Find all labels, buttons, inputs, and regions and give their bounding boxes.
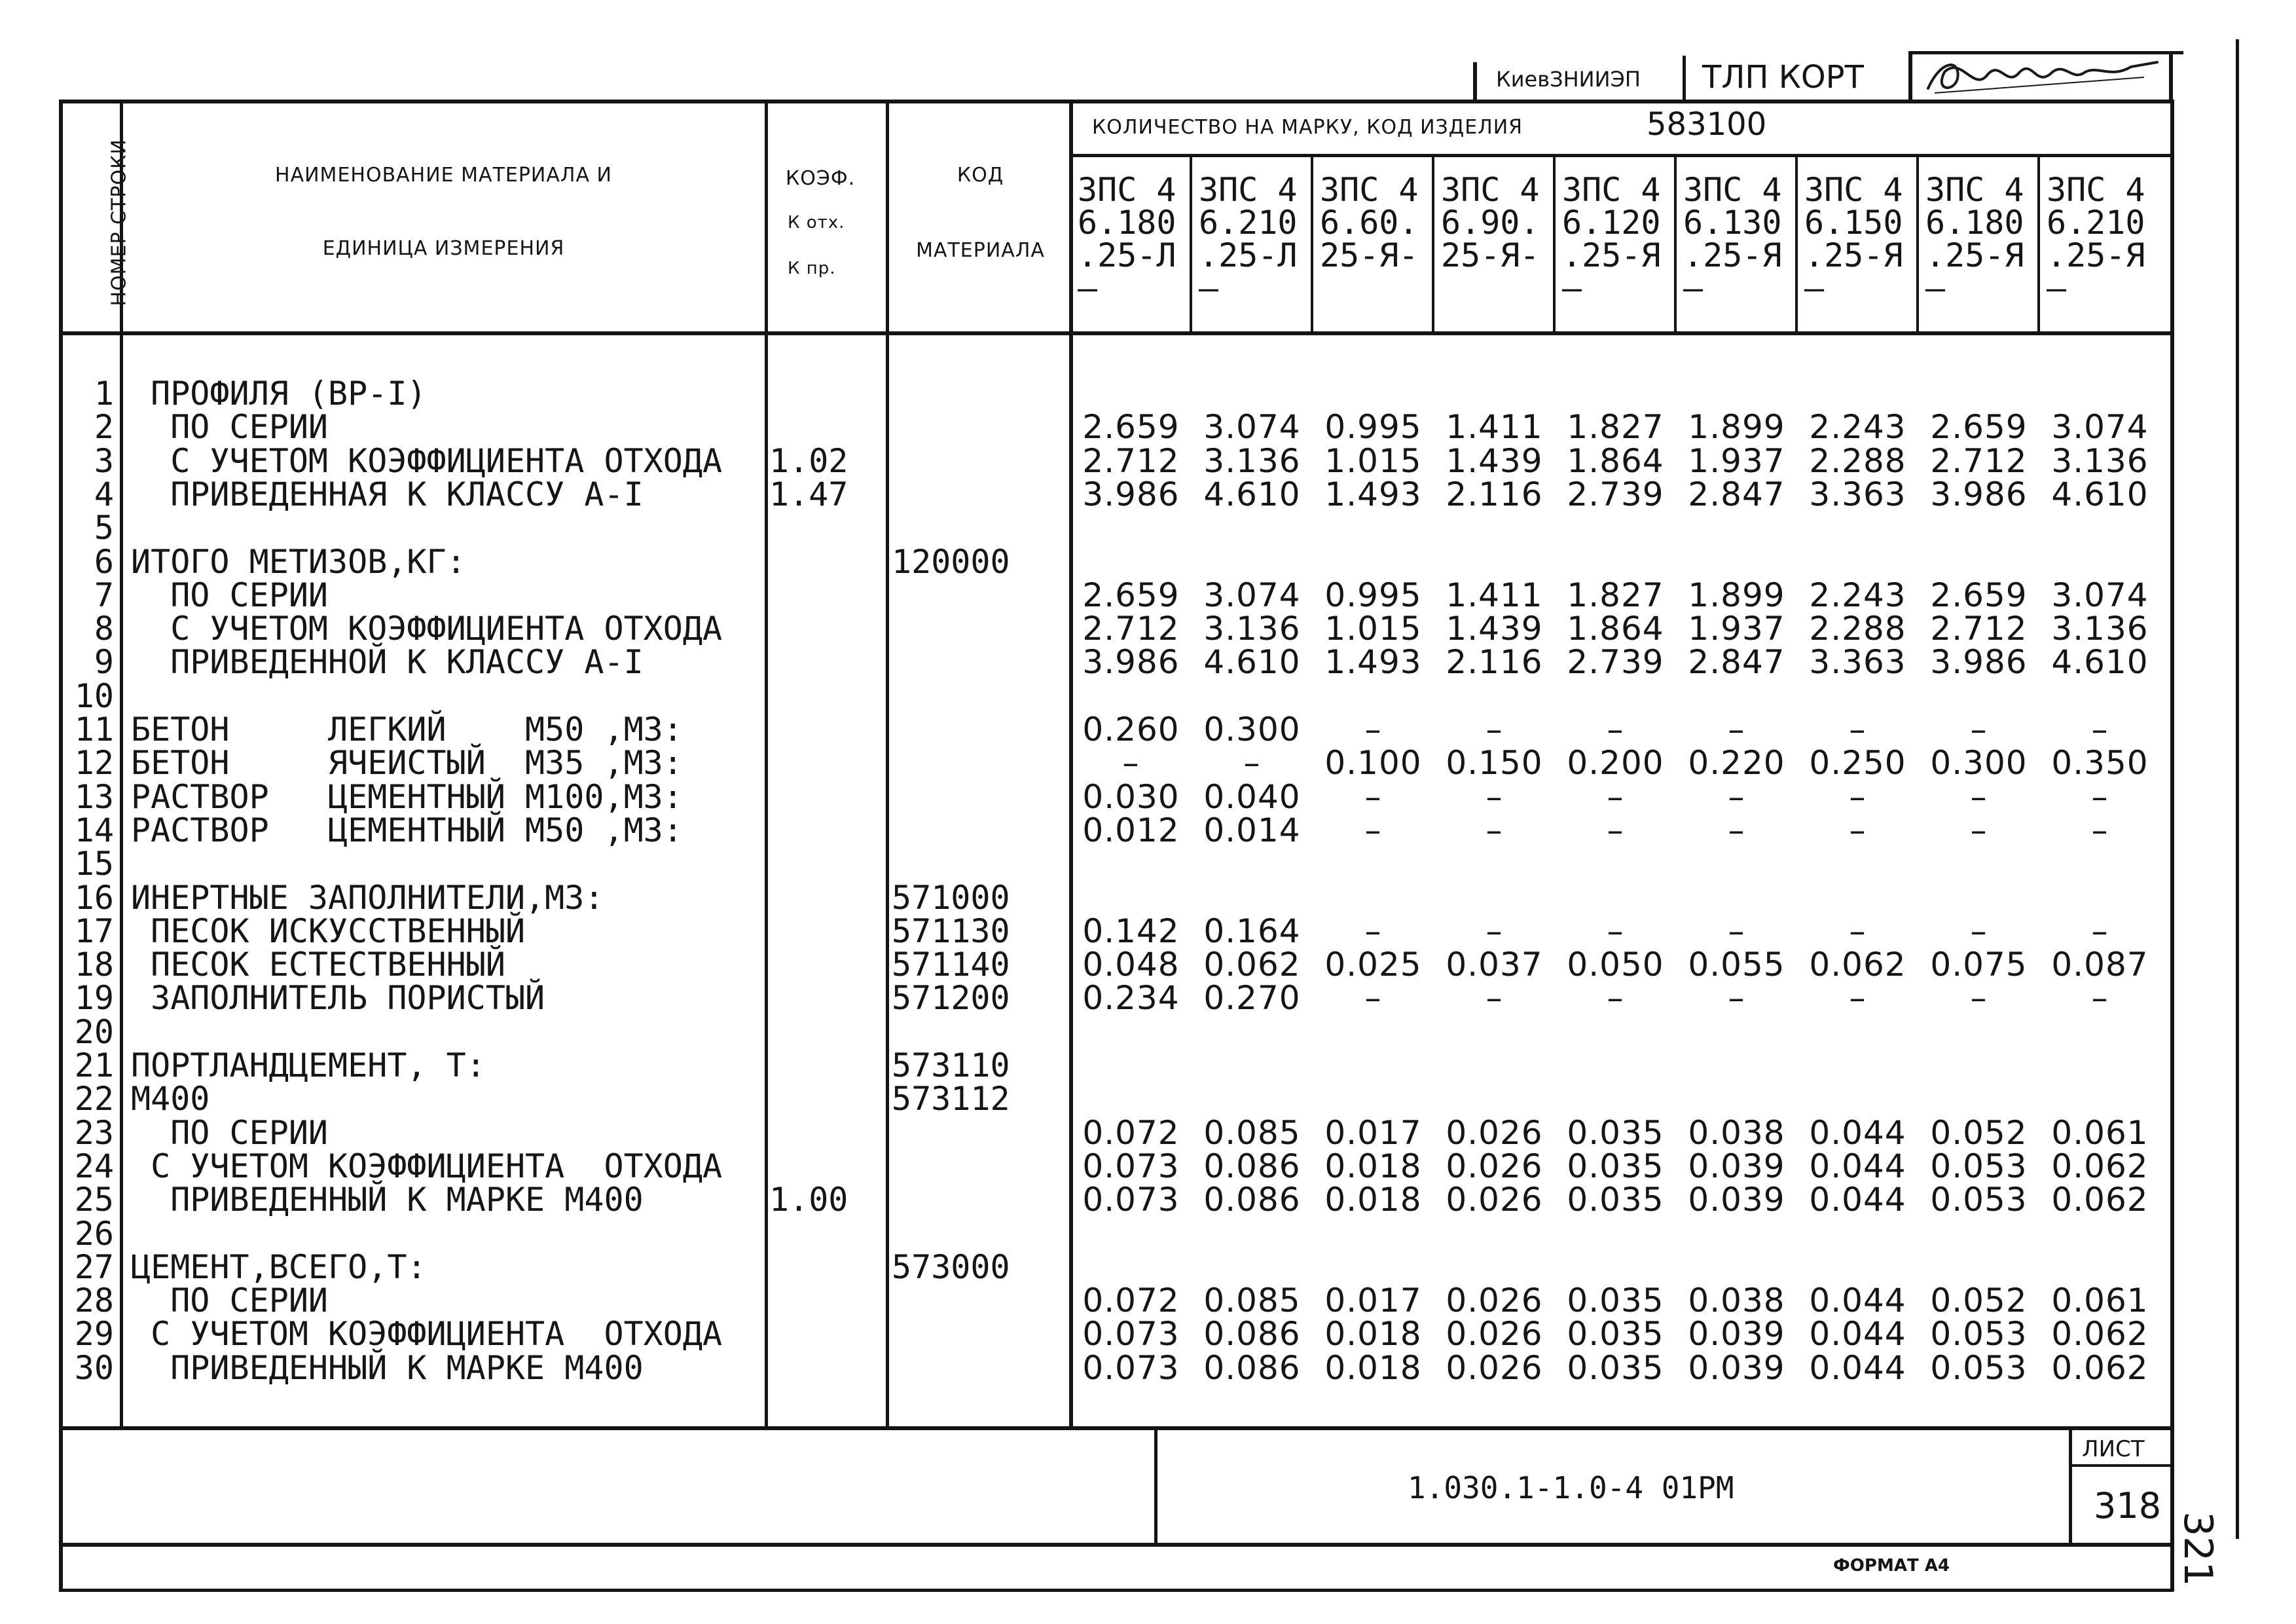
product-column-header [1199,171,1298,307]
quantity-value: 2.243 [1809,408,1906,446]
quantity-value: 1.899 [1688,408,1785,446]
quantity-value: 0.100 [1324,744,1422,782]
row-number: 5 [94,509,114,547]
quantity-value: 0.350 [2051,744,2149,782]
quantity-value: – [1607,778,1624,816]
quantity-value: 0.086 [1203,1147,1301,1185]
quantity-value: – [2091,979,2109,1017]
quantity-value: 1.899 [1688,576,1785,614]
product-column-header-line: 6.150 [1804,204,1903,242]
quantity-value: – [1122,744,1140,782]
material-name: С УЧЕТОМ КОЭФФИЦИЕНТА ОТХОДА [131,610,723,648]
header-product-code: 583100 [1647,106,1767,143]
product-column-header-line: .25-Л [1199,236,1298,274]
quantity-value: – [1970,778,1988,816]
quantity-value: 3.074 [2051,576,2149,614]
quantity-value: 3.136 [1203,610,1301,648]
quantity-value: 3.074 [1203,408,1301,446]
quantity-value: – [1364,912,1382,950]
quantity-value: 0.026 [1446,1282,1543,1320]
quantity-value: 0.085 [1203,1282,1301,1320]
stamp-institute: КиевЗНИИЭП [1496,67,1641,92]
quantity-value: 0.270 [1203,979,1301,1017]
quantity-value: 1.827 [1567,408,1664,446]
quantity-value: 1.864 [1567,610,1664,648]
row-number: 13 [74,778,114,816]
paper-format: ФОРМАТ А4 [1833,1556,1950,1576]
row-number: 1 [94,375,114,413]
quantity-value: 0.017 [1324,1114,1422,1152]
product-column-header-line: – [1683,269,1704,307]
material-name: РАСТВОР ЦЕМЕНТНЫЙ М100,М3: [131,778,683,816]
quantity-value: – [1849,979,1867,1017]
material-code: 571140 [892,946,1010,984]
quantity-value: 0.085 [1203,1114,1301,1152]
material-name: ПЕСОК ЕСТЕСТВЕННЫЙ [131,946,505,984]
quantity-value: 0.035 [1567,1147,1664,1185]
quantity-value: 0.086 [1203,1349,1301,1387]
quantity-value: 0.012 [1082,811,1180,849]
product-column-header-line: ЗПС 4 [1441,171,1540,209]
material-name: ПРИВЕДЕННЫЙ К МАРКЕ М400 [131,1349,644,1387]
quantity-value: 0.053 [1930,1181,2028,1219]
quantity-value: 0.150 [1446,744,1543,782]
material-name: ПРИВЕДЕННАЯ К КЛАССУ А-I [131,475,644,513]
quantity-value: 1.411 [1446,408,1543,446]
header-row-number: НОМЕР СТРОКИ [107,139,131,306]
material-name: ЦЕМЕНТ,ВСЕГО,Т: [131,1248,427,1286]
product-column-header-line: ЗПС 4 [1804,171,1903,209]
header-code-line1: КОД [957,164,1004,187]
quantity-value: 2.712 [1082,442,1180,480]
quantity-value: 0.075 [1930,946,2028,984]
product-column-header [1804,171,1903,307]
header-coef-line3: К пр. [788,259,836,278]
row-number: 22 [74,1080,114,1118]
row-number: 16 [74,879,114,917]
row-number: 25 [74,1181,114,1219]
row-number: 28 [74,1282,114,1320]
row-number: 19 [74,979,114,1017]
quantity-value: – [1728,811,1745,849]
material-name: ПО СЕРИИ [131,1282,329,1320]
product-column-header-line: ЗПС 4 [1199,171,1298,209]
product-column-header-line: .25-Я [2047,236,2145,274]
material-name: ИНЕРТНЫЕ ЗАПОЛНИТЕЛИ,М3: [131,879,604,917]
quantity-value: 0.035 [1567,1282,1664,1320]
quantity-value: 0.072 [1082,1282,1180,1320]
product-column-header-line: 6.210 [1199,204,1298,242]
product-column-header-line: 6.120 [1562,204,1661,242]
quantity-value: 0.035 [1567,1181,1664,1219]
product-column-header-line: – [1199,269,1219,307]
quantity-value: 0.053 [1930,1349,2028,1387]
quantity-value: 0.062 [1809,946,1906,984]
row-number: 20 [74,1013,114,1051]
quantity-value: 0.142 [1082,912,1180,950]
quantity-value: – [1607,811,1624,849]
material-code: 573112 [892,1080,1010,1118]
quantity-value: 0.037 [1446,946,1543,984]
quantity-value: 4.610 [2051,475,2149,513]
quantity-value: – [1485,979,1503,1017]
material-name: М400 [131,1080,210,1118]
product-column-header-line: 6.180 [1078,204,1176,242]
material-name: ПРИВЕДЕННЫЙ К МАРКЕ М400 [131,1181,644,1219]
quantity-value: 0.234 [1082,979,1180,1017]
quantity-value: 3.986 [1930,475,2028,513]
material-name: ПРИВЕДЕННОЙ К КЛАССУ А-I [131,643,644,681]
row-number: 23 [74,1114,114,1152]
quantity-value: 0.017 [1324,1282,1422,1320]
quantity-value: 0.086 [1203,1315,1301,1353]
header-coef-line2: К отх. [788,213,845,232]
row-number: 10 [74,677,114,715]
quantity-value: – [1849,710,1867,748]
quantity-value: 0.044 [1809,1349,1906,1387]
material-name: БЕТОН ЛЕГКИЙ М50 ,М3: [131,710,683,748]
quantity-value: 0.062 [1203,946,1301,984]
row-number: 21 [74,1046,114,1084]
quantity-value: 3.074 [2051,408,2149,446]
quantity-value: – [2091,811,2109,849]
quantity-value: 0.044 [1809,1181,1906,1219]
quantity-value: 0.073 [1082,1349,1180,1387]
quantity-value: 0.055 [1688,946,1785,984]
quantity-value: – [1243,744,1261,782]
quantity-value: – [1364,778,1382,816]
quantity-value: 0.220 [1688,744,1785,782]
quantity-value: 0.025 [1324,946,1422,984]
quantity-value: 0.053 [1930,1147,2028,1185]
quantity-value: 4.610 [2051,643,2149,681]
quantity-value: 0.164 [1203,912,1301,950]
row-number: 7 [94,576,114,614]
product-column-header-line: .25-Я [1562,236,1661,274]
product-column-header [1441,171,1540,274]
material-code: 573110 [892,1046,1010,1084]
row-number: 18 [74,946,114,984]
page-number: 321 [2175,1511,2221,1587]
product-column-header-line: .25-Я [1683,236,1782,274]
quantity-value: – [1849,912,1867,950]
row-number: 8 [94,610,114,648]
quantity-value: 0.018 [1324,1315,1422,1353]
row-number: 29 [74,1315,114,1353]
quantity-value: 3.986 [1930,643,2028,681]
quantity-value: 3.136 [2051,610,2149,648]
quantity-value: 1.937 [1688,610,1785,648]
quantity-value: 0.062 [2051,1147,2149,1185]
sheet-number: 318 [2094,1485,2162,1526]
quantity-value: 0.073 [1082,1315,1180,1353]
header-coef-line1: КОЭФ. [786,167,856,190]
product-column-header-line: ЗПС 4 [2047,171,2145,209]
material-code: 571000 [892,879,1010,917]
quantity-value: – [1970,811,1988,849]
row-number: 17 [74,912,114,950]
material-name: ПРОФИЛЯ (ВР-I) [131,375,427,413]
quantity-value: – [1485,912,1503,950]
product-column-header-line: 6.130 [1683,204,1782,242]
product-column-header [1562,171,1661,307]
quantity-value: 0.039 [1688,1315,1785,1353]
quantity-value: – [1728,912,1745,950]
quantity-value: 2.659 [1930,576,2028,614]
quantity-value: 0.053 [1930,1315,2028,1353]
row-number: 26 [74,1215,114,1253]
material-name: С УЧЕТОМ КОЭФФИЦИЕНТА ОТХОДА [131,1315,723,1353]
quantity-value: 1.827 [1567,576,1664,614]
quantity-value: 0.018 [1324,1349,1422,1387]
material-name: ПЕСОК ИСКУССТВЕННЫЙ [131,912,526,950]
row-number: 11 [74,710,114,748]
quantity-value: 2.116 [1446,643,1543,681]
quantity-value: 1.439 [1446,610,1543,648]
quantity-value: 4.610 [1203,643,1301,681]
quantity-value: 0.072 [1082,1114,1180,1152]
quantity-value: 3.074 [1203,576,1301,614]
product-column-header-line: ЗПС 4 [1320,171,1419,209]
material-code: 120000 [892,543,1010,581]
row-number: 15 [74,845,114,883]
quantity-value: 0.014 [1203,811,1301,849]
row-number: 12 [74,744,114,782]
quantity-value: – [1607,710,1624,748]
quantity-value: 0.044 [1809,1315,1906,1353]
quantity-value: – [2091,912,2109,950]
quantity-value: – [1607,912,1624,950]
quantity-value: – [1485,710,1503,748]
material-name: ЗАПОЛНИТЕЛЬ ПОРИСТЫЙ [131,979,545,1017]
material-name: ПОРТЛАНДЦЕМЕНТ, Т: [131,1046,486,1084]
quantity-value: 0.061 [2051,1282,2149,1320]
quantity-value: 1.411 [1446,576,1543,614]
quantity-value: 2.847 [1688,643,1785,681]
product-column-header-line: ЗПС 4 [1562,171,1661,209]
quantity-value: – [1485,778,1503,816]
material-name: ИТОГО МЕТИЗОВ,КГ: [131,543,466,581]
product-column-header-line: .25-Я [1925,236,2024,274]
quantity-value: – [2091,710,2109,748]
row-number: 24 [74,1147,114,1185]
header-code-line2: МАТЕРИАЛА [916,239,1045,262]
product-column-header [1683,171,1782,307]
row-number: 30 [74,1349,114,1387]
material-name: ПО СЕРИИ [131,576,329,614]
quantity-value: 0.039 [1688,1181,1785,1219]
signature [1922,52,2164,98]
quantity-value: 2.712 [1082,610,1180,648]
row-number: 27 [74,1248,114,1286]
product-column-header-line: .25-Л [1078,236,1176,274]
row-number: 3 [94,442,114,480]
product-column-header-line: 6.180 [1925,204,2024,242]
material-code: 571130 [892,912,1010,950]
quantity-value: 0.087 [2051,946,2149,984]
quantity-value: 3.986 [1082,643,1180,681]
product-column-header [2047,171,2145,307]
quantity-value: – [1728,710,1745,748]
quantity-value: 0.035 [1567,1315,1664,1353]
quantity-value: 2.659 [1082,576,1180,614]
material-name: С УЧЕТОМ КОЭФФИЦИЕНТА ОТХОДА [131,442,723,480]
product-column-header-line: ЗПС 4 [1925,171,2024,209]
quantity-value: 2.288 [1809,442,1906,480]
quantity-value: – [1728,979,1745,1017]
row-number: 4 [94,475,114,513]
quantity-value: – [1728,778,1745,816]
quantity-value: 2.712 [1930,610,2028,648]
quantity-value: – [1849,811,1867,849]
quantity-value: 0.038 [1688,1282,1785,1320]
product-column-header-line: – [2047,269,2067,307]
quantity-value: 1.493 [1324,475,1422,513]
quantity-value: 0.062 [2051,1181,2149,1219]
row-number: 2 [94,408,114,446]
material-code: 573000 [892,1248,1010,1286]
product-column-header-line: – [1925,269,1946,307]
product-column-header [1078,171,1176,307]
quantity-value: – [1970,912,1988,950]
product-column-header-line: 6.60. [1320,204,1419,242]
quantity-value: 3.363 [1809,475,1906,513]
quantity-value: 0.061 [2051,1114,2149,1152]
quantity-value: 1.015 [1324,610,1422,648]
header-qty-title: КОЛИЧЕСТВО НА МАРКУ, КОД ИЗДЕЛИЯ [1092,116,1523,139]
header-material-line1: НАИМЕНОВАНИЕ МАТЕРИАЛА И [275,164,612,187]
quantity-value: 2.659 [1930,408,2028,446]
quantity-value: 0.250 [1809,744,1906,782]
quantity-value: 1.439 [1446,442,1543,480]
stamp-project: ТЛП КОРТ [1702,59,1864,96]
row-number: 6 [94,543,114,581]
quantity-value: 0.052 [1930,1114,2028,1152]
product-column-header [1925,171,2024,307]
quantity-value: – [1364,979,1382,1017]
quantity-value: 0.300 [1203,710,1301,748]
product-column-header [1320,171,1419,274]
quantity-value: 0.030 [1082,778,1180,816]
quantity-value: – [1970,979,1988,1017]
quantity-value: 0.086 [1203,1181,1301,1219]
quantity-value: 0.040 [1203,778,1301,816]
quantity-value: – [1485,811,1503,849]
product-column-header-line: – [1804,269,1825,307]
quantity-value: 1.015 [1324,442,1422,480]
quantity-value: 0.039 [1688,1349,1785,1387]
quantity-value: 0.026 [1446,1181,1543,1219]
quantity-value: 1.493 [1324,643,1422,681]
quantity-value: 0.026 [1446,1315,1543,1353]
quantity-value: 0.062 [2051,1315,2149,1353]
quantity-value: – [1364,811,1382,849]
material-name: С УЧЕТОМ КОЭФФИЦИЕНТА ОТХОДА [131,1147,723,1185]
material-code: 571200 [892,979,1010,1017]
quantity-value: 0.052 [1930,1282,2028,1320]
quantity-value: 3.986 [1082,475,1180,513]
quantity-value: 0.050 [1567,946,1664,984]
waste-coefficient: 1.00 [769,1181,848,1219]
quantity-value: 1.937 [1688,442,1785,480]
product-column-header-line: ЗПС 4 [1683,171,1782,209]
quantity-value: 0.018 [1324,1181,1422,1219]
waste-coefficient: 1.02 [769,442,848,480]
quantity-value: 0.026 [1446,1349,1543,1387]
quantity-value: 3.136 [2051,442,2149,480]
quantity-value: 0.260 [1082,710,1180,748]
quantity-value: 0.026 [1446,1114,1543,1152]
product-column-header-line: ЗПС 4 [1078,171,1176,209]
row-number: 14 [74,811,114,849]
product-column-header-line: 6.90. [1441,204,1540,242]
header-material-line2: ЕДИНИЦА ИЗМЕРЕНИЯ [322,237,565,260]
product-column-header-line: 25-Я- [1320,236,1419,274]
quantity-value: 0.062 [2051,1349,2149,1387]
product-column-header-line: 25-Я- [1441,236,1540,274]
quantity-value: 3.363 [1809,643,1906,681]
quantity-value: 2.847 [1688,475,1785,513]
quantity-value: – [1607,979,1624,1017]
quantity-value: 0.044 [1809,1147,1906,1185]
quantity-value: 0.038 [1688,1114,1785,1152]
quantity-value: 0.300 [1930,744,2028,782]
quantity-value: 1.864 [1567,442,1664,480]
row-number: 9 [94,643,114,681]
quantity-value: – [1364,710,1382,748]
quantity-value: 0.035 [1567,1349,1664,1387]
quantity-value: 0.073 [1082,1181,1180,1219]
quantity-value: 0.026 [1446,1147,1543,1185]
product-column-header-line: .25-Я [1804,236,1903,274]
quantity-value: 0.035 [1567,1114,1664,1152]
quantity-value: 2.116 [1446,475,1543,513]
material-name: РАСТВОР ЦЕМЕНТНЫЙ М50 ,М3: [131,811,683,849]
quantity-value: 0.200 [1567,744,1664,782]
quantity-value: 0.073 [1082,1147,1180,1185]
quantity-value: – [1849,778,1867,816]
material-name: ПО СЕРИИ [131,1114,329,1152]
quantity-value: 0.044 [1809,1114,1906,1152]
quantity-value: 3.136 [1203,442,1301,480]
material-name: БЕТОН ЯЧЕИСТЫЙ М35 ,М3: [131,744,683,782]
waste-coefficient: 1.47 [769,475,848,513]
quantity-value: – [1970,710,1988,748]
quantity-value: 0.039 [1688,1147,1785,1185]
material-name: ПО СЕРИИ [131,408,329,446]
quantity-value: 2.288 [1809,610,1906,648]
product-column-header-line: 6.210 [2047,204,2145,242]
quantity-value: 2.739 [1567,475,1664,513]
quantity-value: 2.712 [1930,442,2028,480]
sheet-label: ЛИСТ [2082,1436,2145,1462]
quantity-value: 0.048 [1082,946,1180,984]
quantity-value: 2.739 [1567,643,1664,681]
quantity-value: 4.610 [1203,475,1301,513]
quantity-value: – [2091,778,2109,816]
product-column-header-line: – [1078,269,1098,307]
quantity-value: 0.044 [1809,1282,1906,1320]
quantity-value: 2.243 [1809,576,1906,614]
quantity-value: 2.659 [1082,408,1180,446]
document-designation: 1.030.1-1.0-4 01РМ [1408,1470,1734,1505]
quantity-value: 0.995 [1324,576,1422,614]
product-column-header-line: – [1562,269,1582,307]
quantity-value: 0.018 [1324,1147,1422,1185]
quantity-value: 0.995 [1324,408,1422,446]
